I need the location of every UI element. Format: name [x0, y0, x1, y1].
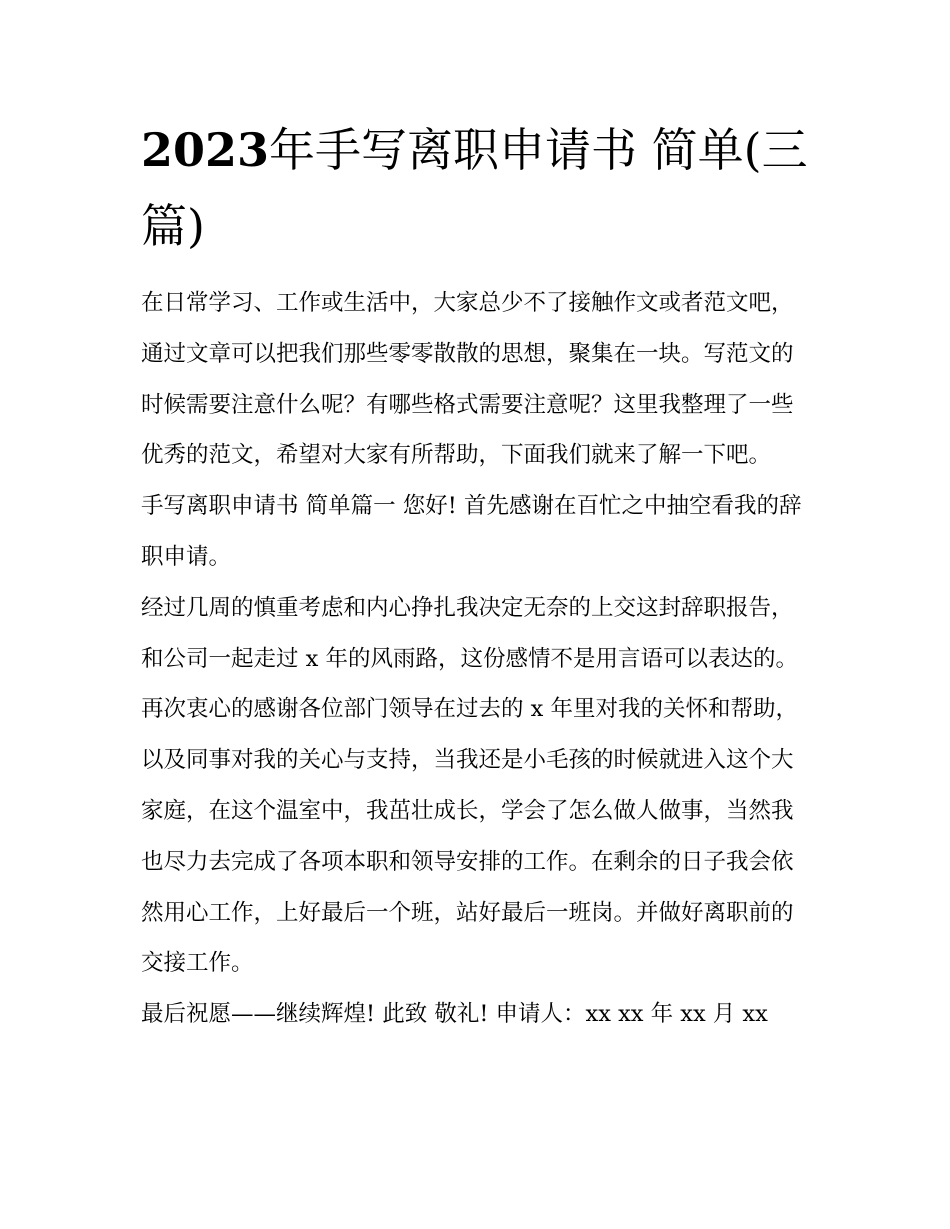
body-paragraph: 经过几周的慎重考虑和内心挣扎我决定无奈的上交这封辞职报告，和公司一起走过 x 年的风雨路，这份感情不是用言语可以表达的。再次衷心的感谢各位部门领导在过去的 x 年里对我的关怀和帮助，以及同事对我的关心与支持，当我还是小毛孩的时候就进入这个大家庭，在这个温室中，我茁壮成长，学会了怎么做人做事，当然我也尽力去完成了各项本职和领导安排的工作。在剩余的日子我会依然用心工作，上好最后一个班，站好最后一班岗。并做好离职前的交接工作。	[141, 594, 798, 977]
document-title	[141, 112, 813, 264]
document-page	[141, 112, 813, 1040]
intro-paragraph: 在日常学习、工作或生活中，大家总少不了接触作文或者范文吧，通过文章可以把我们那些零零散散的思想，聚集在一块。写范文的时候需要注意什么呢？有哪些格式需要注意呢？这里我整理了一些优秀的范文，希望对大家有所帮助，下面我们就来了解一下吧。	[141, 290, 794, 469]
closing-paragraph: 最后祝愿——继续辉煌! 此致 敬礼! 申请人：xx xx 年 xx 月 xx	[141, 1001, 768, 1028]
title-year: 2023	[141, 123, 270, 177]
greeting-paragraph: 手写离职申请书 简单篇一 您好! 首先感谢在百忙之中抽空看我的辞职申请。	[141, 493, 802, 570]
title-text: 年手写离职申请书 简单(三篇)	[141, 123, 808, 253]
